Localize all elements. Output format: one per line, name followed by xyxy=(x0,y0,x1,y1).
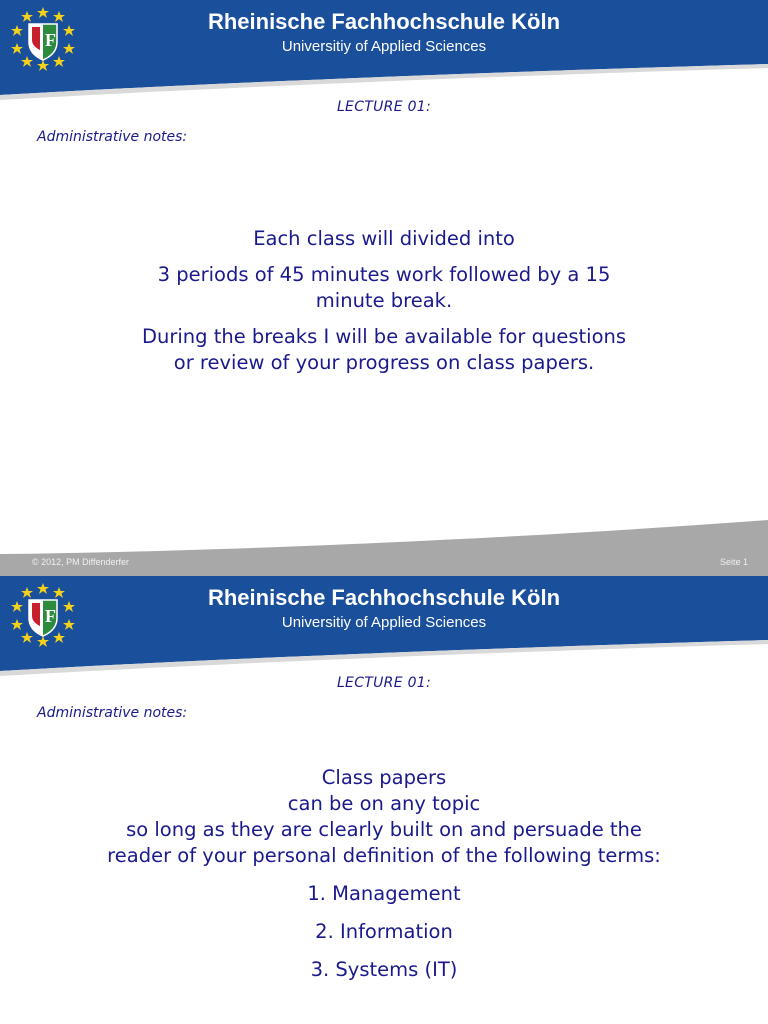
list-item: 1. Management xyxy=(307,882,461,905)
footer-page-number: Seite 1 xyxy=(719,557,748,567)
body-paragraph: can be on any topic xyxy=(287,792,481,815)
university-subtitle: Universitiy of Applied Sciences xyxy=(281,614,487,631)
list-item: 2. Information xyxy=(315,920,453,943)
svg-text:F: F xyxy=(45,606,56,626)
lecture-label: LECTURE 01: xyxy=(336,99,432,115)
slide-header xyxy=(0,0,768,110)
list-item: 3. Systems (IT) xyxy=(310,958,458,981)
section-heading: Administrative notes: xyxy=(37,705,188,721)
body-paragraph: Each class will divided into xyxy=(253,227,515,250)
body-paragraph: 3 periods of 45 minutes work followed by a 15 minute break. xyxy=(157,263,611,312)
body-paragraph: Class papers xyxy=(321,766,447,789)
slide-body xyxy=(84,765,684,983)
slide-body xyxy=(84,226,684,386)
svg-text:F: F xyxy=(45,30,56,50)
lecture-label: LECTURE 01: xyxy=(336,675,432,691)
university-name: Rheinische Fachhochschule Köln xyxy=(207,9,561,34)
slide-footer xyxy=(0,520,768,576)
body-paragraph: so long as they are clearly built on and persuade the reader of your personal definition of the following terms: xyxy=(107,818,661,867)
body-paragraph: During the breaks I will be available for questions or review of your progress on class papers. xyxy=(141,325,627,374)
university-subtitle: Universitiy of Applied Sciences xyxy=(281,38,487,55)
slide-header xyxy=(0,576,768,686)
university-name: Rheinische Fachhochschule Köln xyxy=(207,585,561,610)
slide-2 xyxy=(0,576,768,1024)
section-heading: Administrative notes: xyxy=(37,129,188,145)
footer-copyright: © 2012, PM Diffenderfer xyxy=(32,557,130,567)
footer-band xyxy=(0,520,768,576)
